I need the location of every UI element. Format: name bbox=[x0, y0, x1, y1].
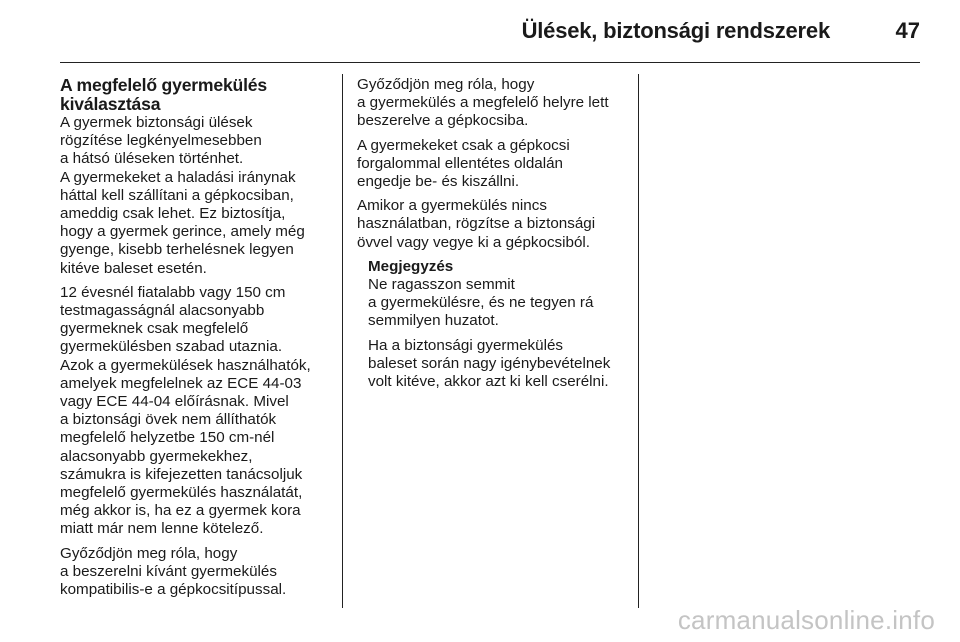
text-line: hogy a gyermek gerince, amely még bbox=[60, 223, 305, 241]
note-title: Megjegyzés bbox=[368, 257, 454, 275]
header-rule bbox=[60, 62, 920, 63]
heading-line: A megfelelő gyermekülés bbox=[60, 75, 267, 95]
text-line: megfelelő helyzetbe 150 cm-nél bbox=[60, 429, 275, 447]
text-line: a gyermekülésre, és ne tegyen rá bbox=[368, 294, 594, 312]
text-line: megfelelő gyermekülés használatát, bbox=[60, 484, 303, 502]
text-line: vagy ECE 44-04 előírásnak. Mivel bbox=[60, 393, 289, 411]
paragraph bbox=[357, 76, 632, 131]
text-line: gyermekülésben szabad utaznia. bbox=[60, 338, 283, 356]
text-line: számukra is kifejezetten tanácsoljuk bbox=[60, 465, 303, 483]
text-line: Azok a gyermekülések használhatók, bbox=[60, 356, 311, 374]
column-divider-1 bbox=[342, 74, 343, 608]
text-line: Amikor a gyermekülés nincs bbox=[357, 197, 547, 215]
text-line: gyermeknek csak megfelelő bbox=[60, 320, 249, 338]
middle-column bbox=[357, 76, 632, 397]
note-paragraph bbox=[368, 337, 632, 392]
text-line: kitéve baleset esetén. bbox=[60, 259, 207, 277]
text-line: miatt már nem lenne kötelező. bbox=[60, 520, 264, 538]
text-line: Ha a biztonsági gyermekülés bbox=[368, 336, 564, 354]
text-line: testmagasságnál alacsonyabb bbox=[60, 302, 265, 320]
page-number: 47 bbox=[895, 18, 920, 43]
text-line: a hátsó üléseken történhet. bbox=[60, 150, 244, 168]
text-line: volt kitéve, akkor azt ki kell cserélni. bbox=[368, 373, 609, 391]
text-line: ameddig csak lehet. Ez biztosítja, bbox=[60, 205, 286, 223]
text-line: kompatibilis-e a gépkocsitípussal. bbox=[60, 581, 287, 599]
text-line: Ne ragasszon semmit bbox=[368, 276, 515, 294]
heading-line: kiválasztása bbox=[60, 94, 161, 114]
text-line: a gyermekülés a megfelelő helyre lett bbox=[357, 94, 609, 112]
section-heading bbox=[60, 76, 338, 114]
page-header bbox=[60, 0, 920, 64]
left-column bbox=[60, 76, 338, 605]
paragraph bbox=[60, 114, 338, 278]
text-line: engedje be- és kiszállni. bbox=[357, 173, 520, 191]
text-line: Győződjön meg róla, hogy bbox=[60, 544, 238, 562]
text-line: övvel vagy vegye ki a gépkocsiból. bbox=[357, 233, 591, 251]
text-line: 12 évesnél fiatalabb vagy 150 cm bbox=[60, 283, 286, 301]
column-divider-2 bbox=[638, 74, 639, 608]
paragraph bbox=[60, 284, 338, 539]
text-line: forgalommal ellentétes oldalán bbox=[357, 154, 563, 172]
text-line: gyenge, kisebb terhelésnek legyen bbox=[60, 241, 294, 259]
paragraph bbox=[60, 545, 338, 600]
page-title: Ülések, biztonsági rendszerek bbox=[521, 18, 830, 43]
text-line: semmilyen huzatot. bbox=[368, 312, 499, 330]
note-box bbox=[368, 258, 632, 391]
text-line: háttal kell szállítani a gépkocsiban, bbox=[60, 186, 294, 204]
text-line: A gyermek biztonsági ülések bbox=[60, 114, 253, 131]
text-line: használatban, rögzítse a biztonsági bbox=[357, 215, 596, 233]
text-line: A gyermekeket a haladási iránynak bbox=[60, 168, 296, 186]
text-line: még akkor is, ha ez a gyermek kora bbox=[60, 502, 301, 520]
note-paragraph bbox=[368, 276, 632, 331]
text-line: alacsonyabb gyermekekhez, bbox=[60, 447, 253, 465]
watermark: carmanualsonline.info bbox=[677, 605, 935, 635]
text-line: Győződjön meg róla, hogy bbox=[357, 76, 535, 93]
paragraph bbox=[357, 197, 632, 252]
text-line: rögzítése legkényelmesebben bbox=[60, 132, 262, 150]
text-line: amelyek megfelelnek az ECE 44-03 bbox=[60, 374, 302, 392]
text-line: A gyermekeket csak a gépkocsi bbox=[357, 136, 570, 154]
text-line: baleset során nagy igénybevételnek bbox=[368, 354, 611, 372]
text-line: beszerelve a gépkocsiba. bbox=[357, 112, 529, 130]
text-line: a biztonsági övek nem állíthatók bbox=[60, 411, 277, 429]
paragraph bbox=[357, 137, 632, 192]
text-line: a beszerelni kívánt gyermekülés bbox=[60, 562, 277, 580]
